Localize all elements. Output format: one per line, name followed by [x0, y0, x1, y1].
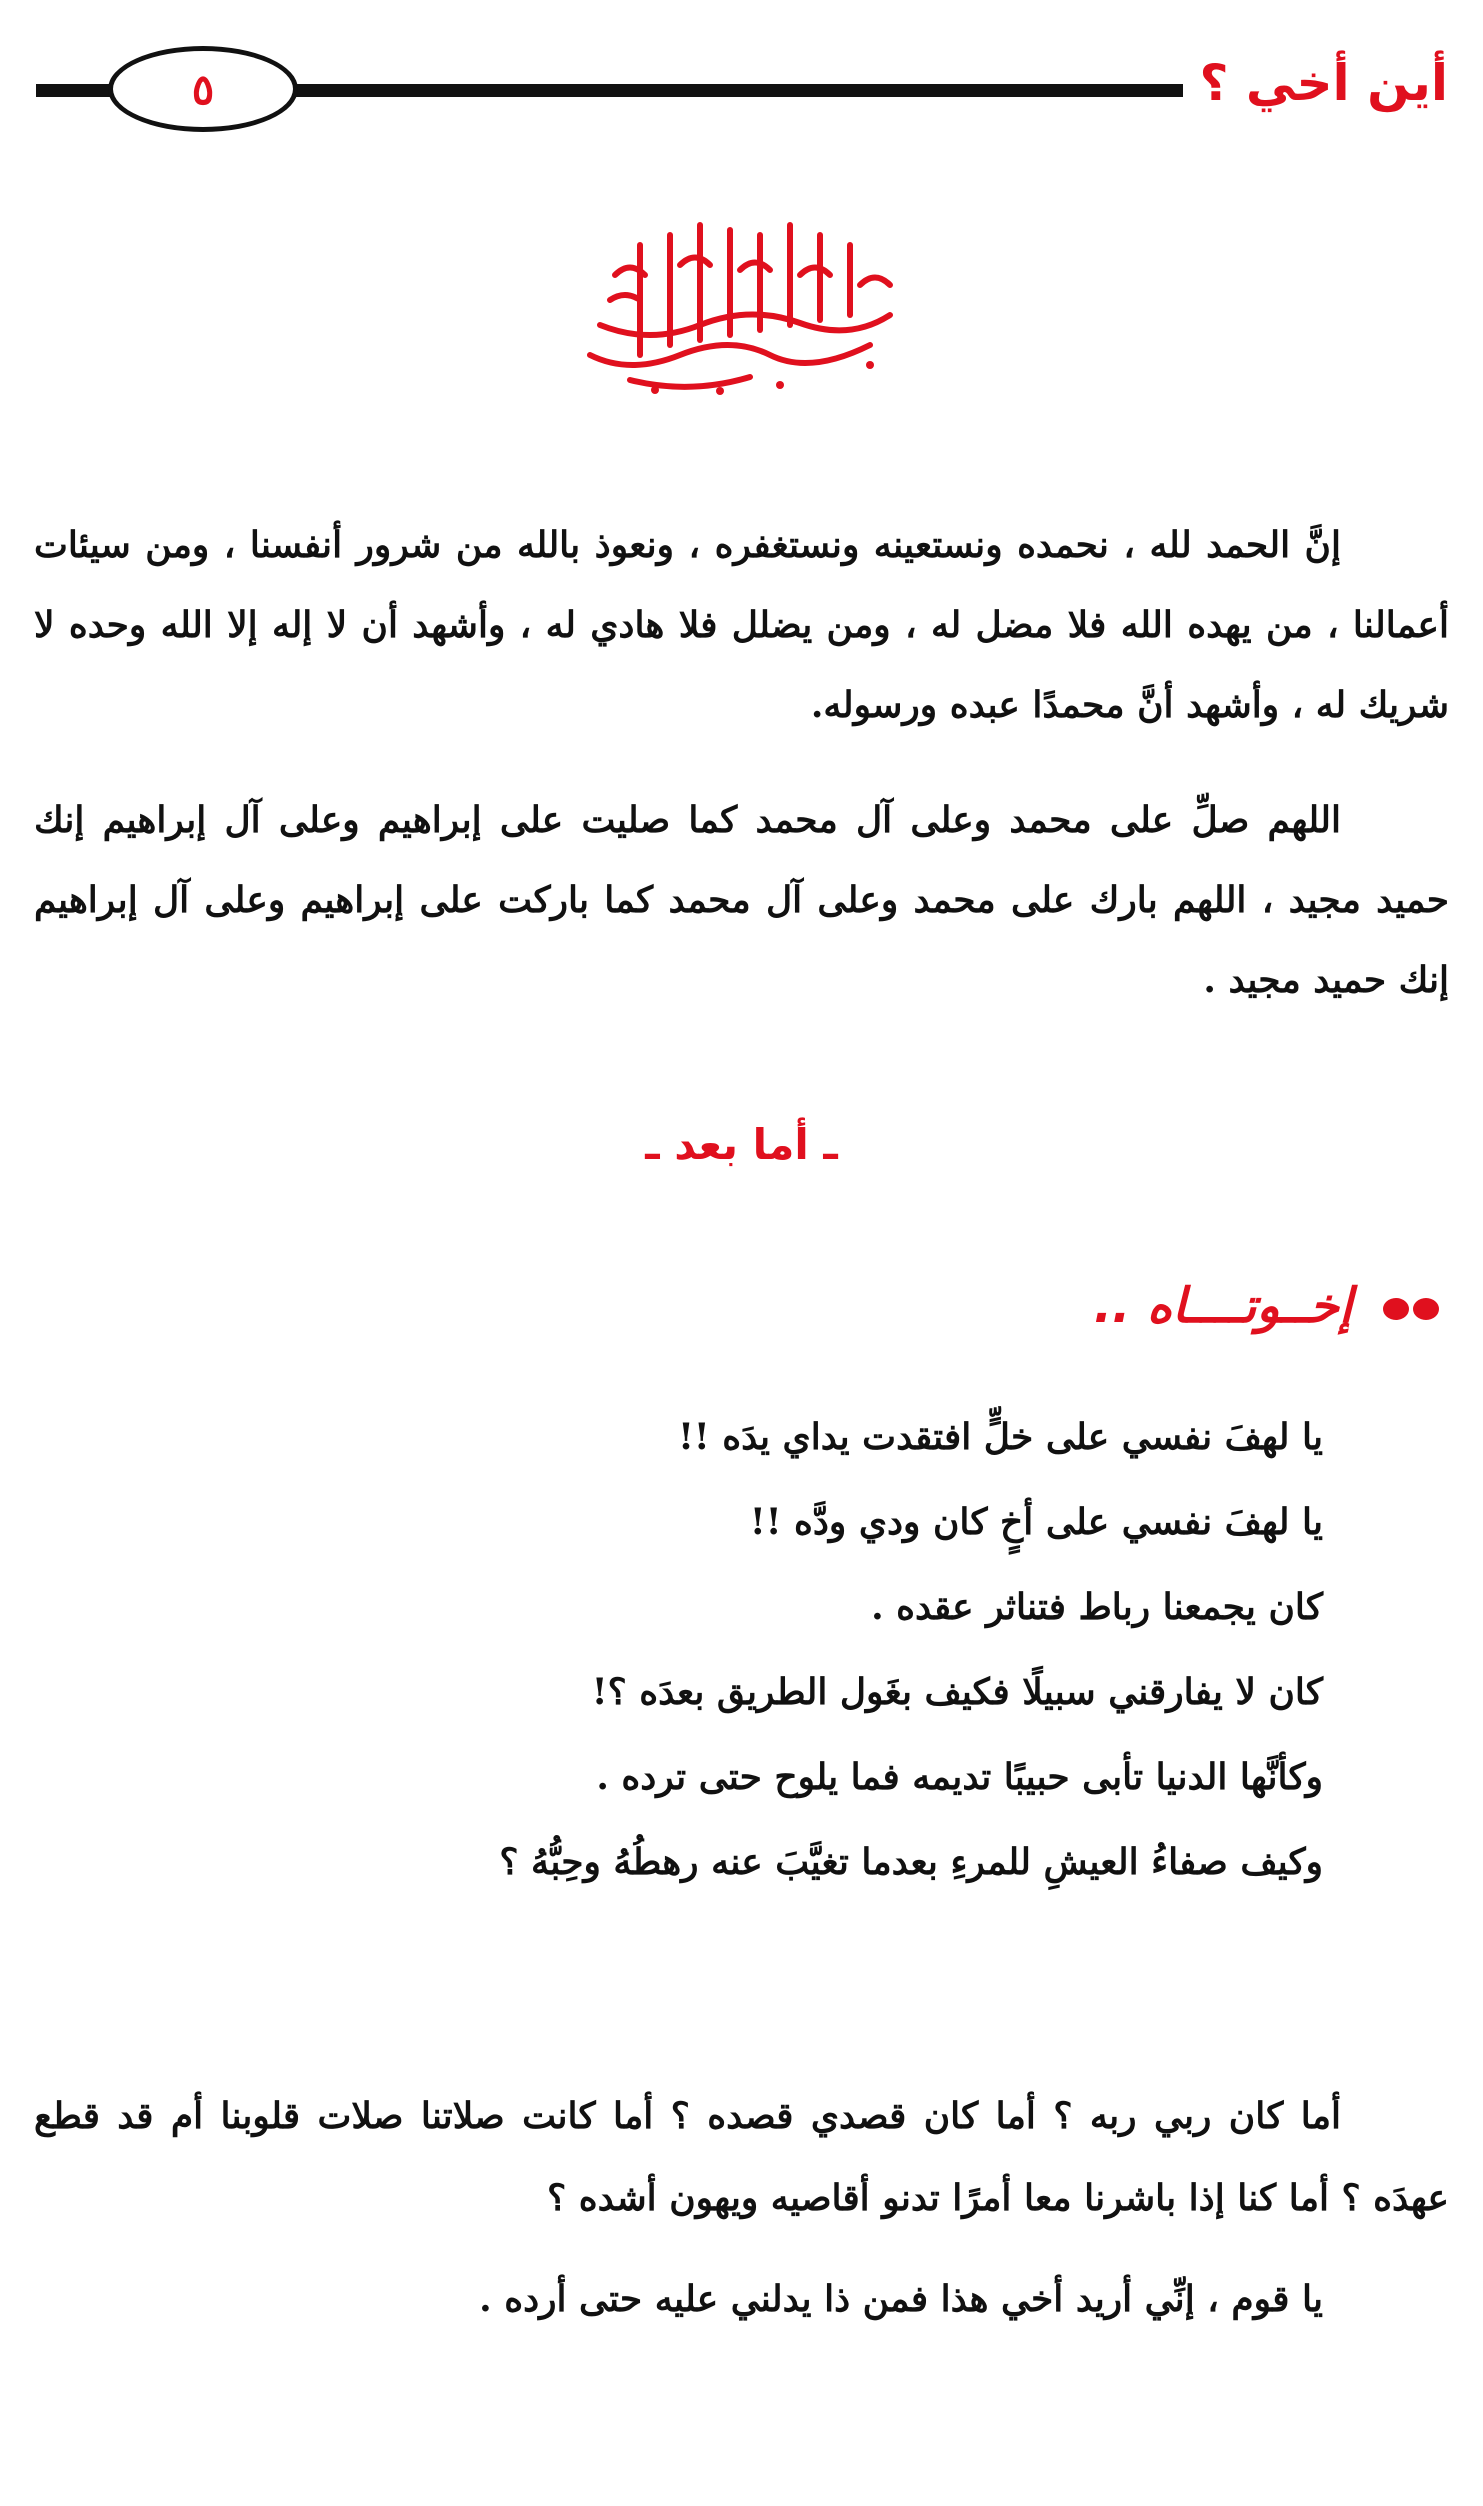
page-header: [36, 46, 1448, 136]
section-heading: [1094, 1278, 1439, 1334]
salawat-paragraph-text: اللهم صلِّ على محمد وعلى آل محمد كما صليت على إبراهيم وعلى آل إبراهيم إنك حميد مجيد ، اللهم بارك على محمد وعلى آل محمد كما باركت على إبراهيم وعلى آل إبراهيم إنك حميد مجيد .: [34, 799, 1449, 1001]
poem-line: يا لهفَ نفسي على أخٍ كان ودي ودَّه !!: [749, 1501, 1323, 1543]
book-title: أين أخي ؟: [1199, 54, 1448, 112]
closing-line: يا قوم ، إنِّي أريد أخي هذا فمن ذا يدلني عليه حتى أرده .: [479, 2278, 1323, 2320]
section-heading-text: إخــوتــــاه ..: [1093, 1278, 1353, 1334]
poem: [120, 1395, 1323, 1905]
page-number: ٥: [108, 46, 298, 132]
questions-paragraph: [34, 2075, 1449, 2239]
basmala-calligraphy-image: [570, 205, 910, 400]
intro-paragraph: [34, 505, 1449, 745]
intro-paragraph-text: إنَّ الحمد لله ، نحمده ونستعينه ونستغفره ، ونعوذ بالله من شرور أنفسنا ، ومن سيئات أعمالنا ، من يهده الله فلا مضل له ، ومن يضلل فلا هادي له ، وأشهد أن لا إله إلا الله وحده لا شريك له ، وأشهد أنَّ محمدًا عبده ورسوله.: [34, 524, 1449, 726]
salawat-paragraph: [34, 780, 1449, 1020]
questions-paragraph-text: أما كان ربي ربه ؟ أما كان قصدي قصده ؟ أما كانت صلاتنا صلات قلوبنا أم قد قطع عهدَه ؟ أما كنا إذا باشرنا معا أمرًا تدنو أقاصيه ويهون أشده ؟: [34, 2095, 1449, 2219]
poem-line: وكيف صفاءُ العيشِ للمرءِ بعدما تغيَّبَ عنه رهطُهُ وحِبُّهُ ؟: [499, 1841, 1323, 1883]
amma-baad-heading: ـ أما بعد ـ: [645, 1120, 838, 1169]
bullet-dots-icon: [1379, 1278, 1439, 1334]
poem-line: وكأنَّها الدنيا تأبى حبيبًا تديمه فما يلوح حتى ترده .: [596, 1756, 1323, 1798]
poem-line: يا لهفَ نفسي على خلٍّ افتقدت يداي يدَه !!: [678, 1416, 1323, 1458]
poem-line: كان لا يفارقني سبيلًا فكيف بغَول الطريق بعدَه ؟!: [591, 1671, 1323, 1713]
basmala-calligraphy: [570, 205, 910, 400]
poem-line: كان يجمعنا رباط فتناثر عقده .: [871, 1586, 1323, 1628]
